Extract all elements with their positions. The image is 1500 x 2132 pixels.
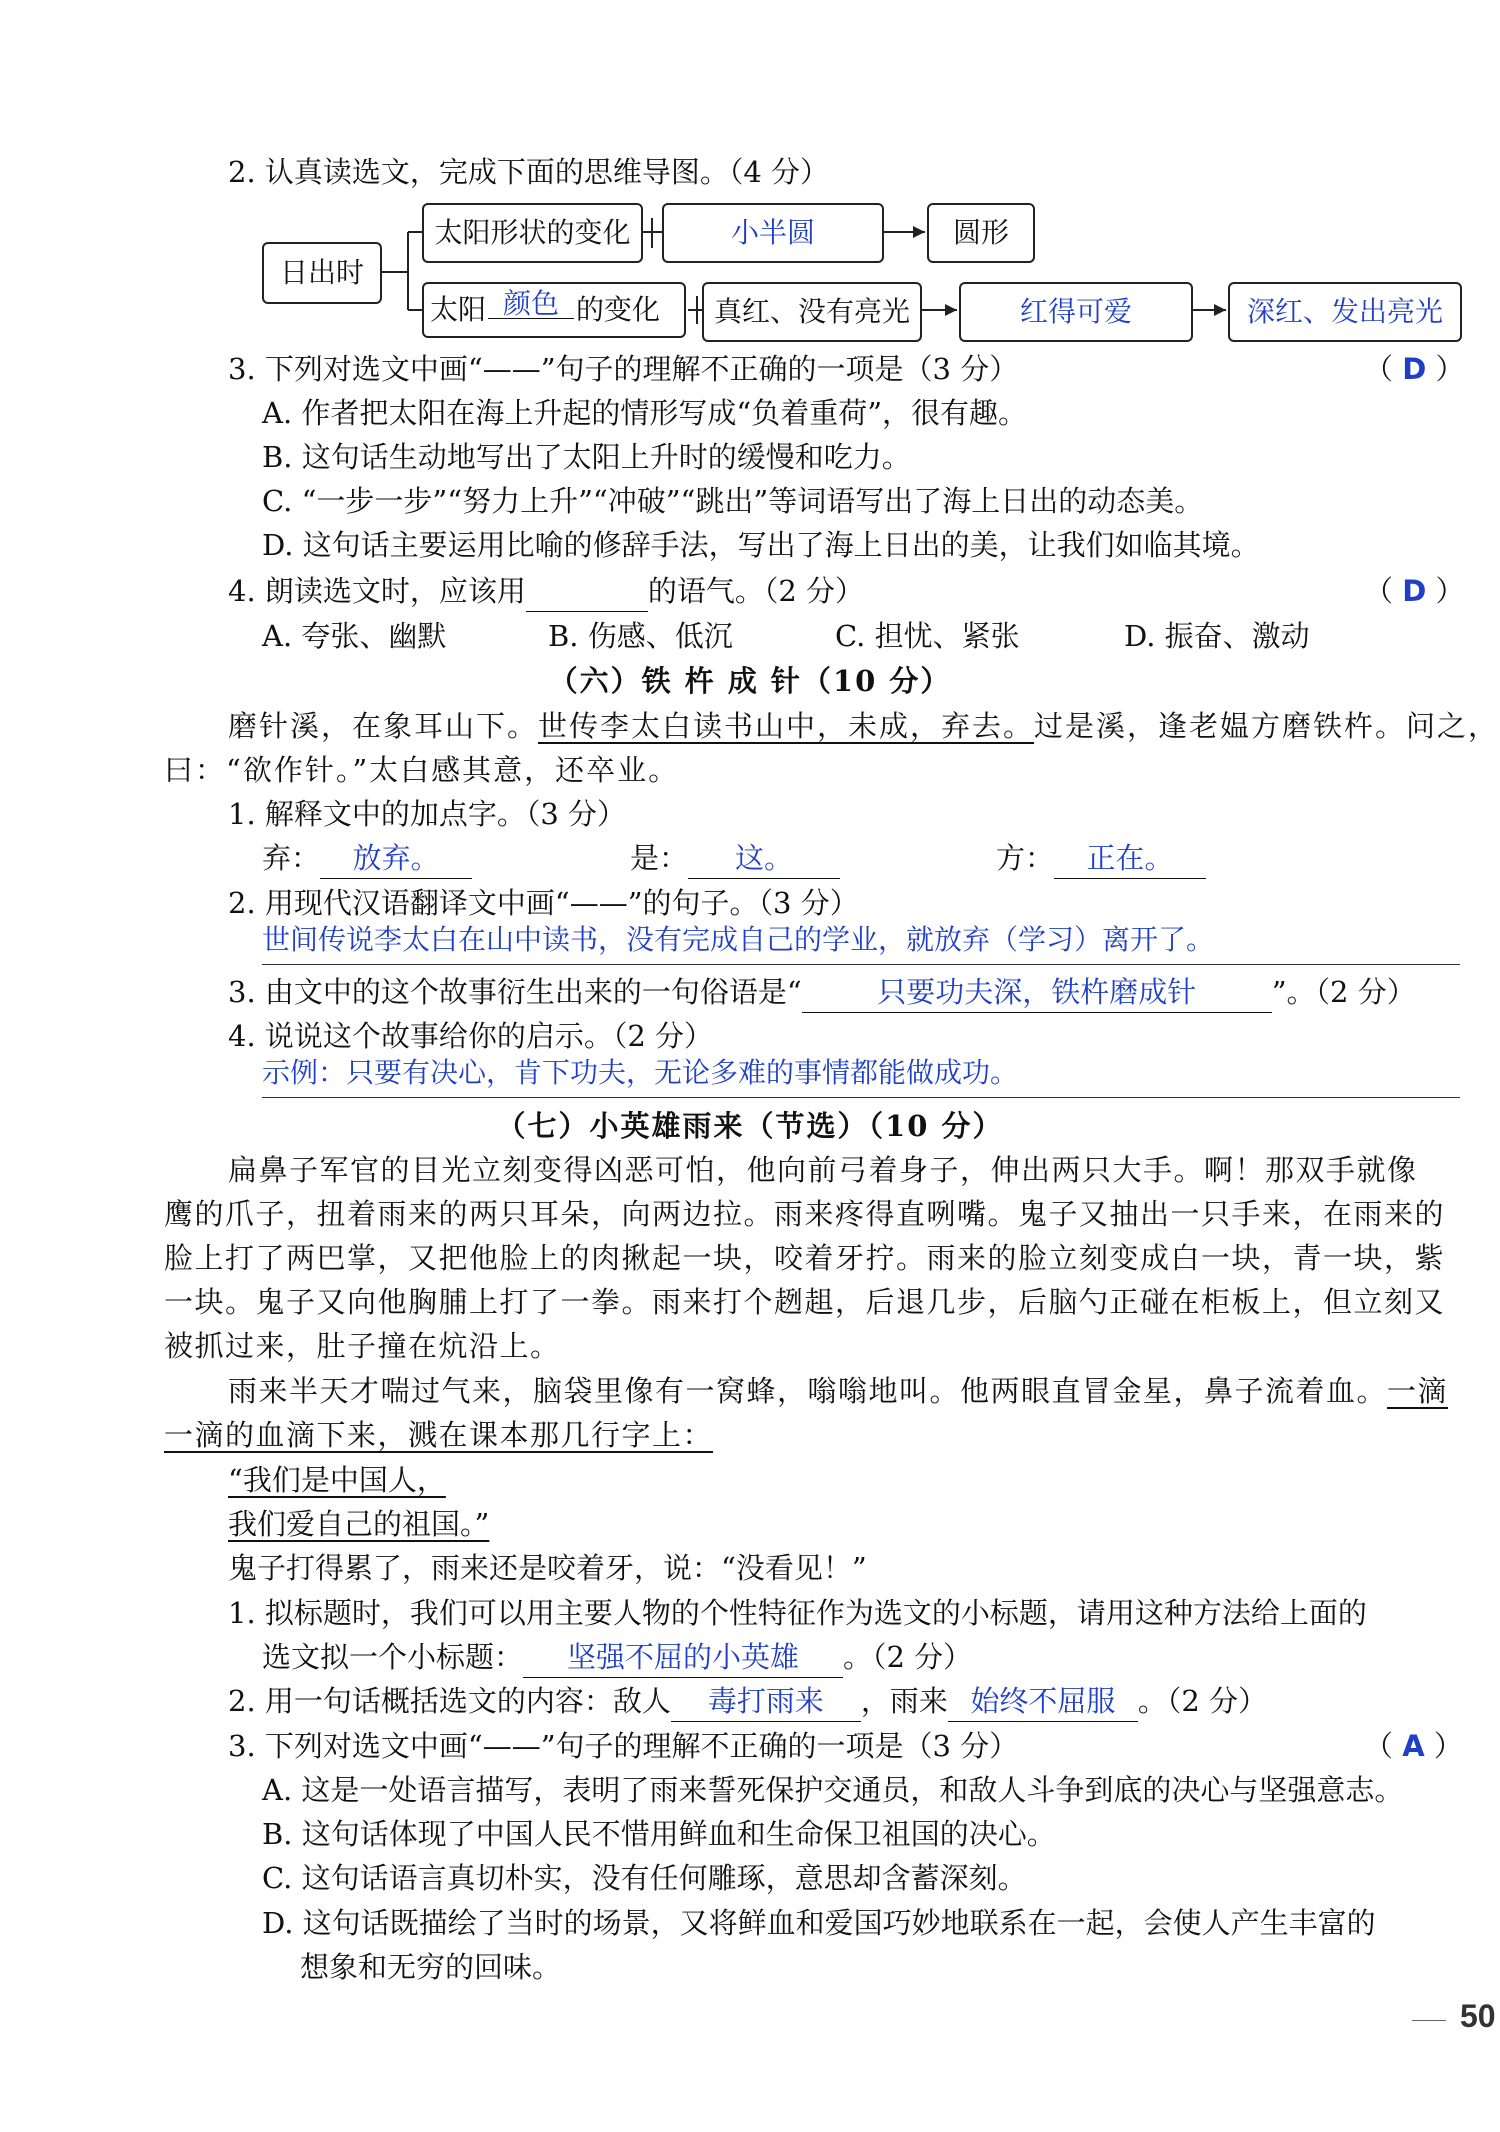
sec7-q1-line2 — [262, 1637, 972, 1678]
sec6-q1-item3 — [996, 838, 1206, 879]
color-label-answer: 颜色 — [488, 290, 574, 319]
sec7-q3-answer-bracket: （ A ） — [1364, 1729, 1463, 1763]
sec7-q1-post: 。（2 分） — [843, 1640, 973, 1674]
color-label-suffix: 的变化 — [576, 293, 661, 326]
q3a-answer: D — [1402, 352, 1427, 386]
sec7-quote1-text: “我们是中国人， — [228, 1463, 446, 1497]
shape-answer-text: 小半圆 — [730, 216, 815, 249]
shape-end-text: 圆形 — [952, 216, 1009, 249]
q3a-option-c: C. “一步一步”“努力上升”“冲破”“跳出”等词语写出了海上日出的动态美。 — [262, 484, 1204, 518]
sec6-q4: 4. 说说这个故事给你的启示。（2 分） — [228, 1019, 714, 1053]
q4a-option-c: C. 担忧、紧张 — [835, 619, 1020, 653]
sec7-q2-answer1: 毒打雨来 — [671, 1681, 861, 1722]
q3a-stem: 3. 下列对选文中画“——”句子的理解不正确的一项是（3 分） — [228, 352, 1019, 386]
sec6-q3-pre: 3. 由文中的这个故事衍生出来的一句俗语是“ — [228, 975, 802, 1009]
sec6-answer2: 这。 — [688, 838, 840, 879]
q4a-answer: D — [1402, 574, 1427, 608]
sec6-p1b-underlined: 世传李太白读书山中，未成，弃去。 — [538, 709, 1035, 743]
q4a-option-a: A. 夸张、幽默 — [262, 619, 447, 653]
sec6-answer3: 正在。 — [1054, 838, 1206, 879]
sec7-para2-line1 — [228, 1371, 1448, 1411]
sec7-q3-stem: 3. 下列对选文中画“——”句子的理解不正确的一项是（3 分） — [228, 1729, 1019, 1763]
sec7-q3-answer: A — [1402, 1729, 1425, 1763]
mindmap-root — [262, 242, 382, 304]
q4a-blank — [526, 571, 648, 612]
q4a-stem — [228, 571, 864, 612]
mindmap-color-step2 — [959, 282, 1193, 342]
mindmap-shape-answer — [662, 203, 884, 263]
sec6-word2: 是： — [630, 841, 689, 875]
q3a-answer-bracket: （ D ） — [1364, 352, 1465, 386]
mindmap-question: 2. 认真读选文，完成下面的思维导图。（4 分） — [228, 155, 830, 189]
sec7-q1-line1: 1. 拟标题时，我们可以用主要人物的个性特征作为选文的小标题，请用这种方法给上面的 — [228, 1596, 1367, 1630]
sec6-q3-post: ”。（2 分） — [1271, 975, 1416, 1009]
sec7-q2-post: 。（2 分） — [1137, 1684, 1268, 1718]
color-step2-text: 红得可爱 — [1019, 295, 1132, 328]
sec7-quote2 — [228, 1504, 489, 1544]
q3a-option-d: D. 这句话主要运用比喻的修辞手法，写出了海上日出的美，让我们如临其境。 — [262, 528, 1260, 562]
sec6-q1-item1 — [262, 838, 472, 879]
sec6-q1-item2 — [630, 838, 840, 879]
sec7-title: （七）小英雄雨来（节选）（10 分） — [496, 1109, 1004, 1143]
q4a-stem-pre: 4. 朗读选文时，应该用 — [228, 574, 526, 608]
sec7-para2a: 雨来半天才喘过气来，脑袋里像有一窝蜂，嗡嗡地叫。他两眼直冒金星，鼻子流着血。 — [228, 1374, 1388, 1408]
sec7-para2-line2 — [164, 1415, 713, 1455]
sec7-para1-line1: 扁鼻子军官的目光立刻变得凶恶可怕，他向前弓着身子，伸出两只大手。啊！那双手就像 — [228, 1153, 1418, 1187]
sec6-word1: 弃： — [262, 841, 321, 875]
sec7-q3-option-c: C. 这句话语言真切朴实，没有任何雕琢，意思却含蓄深刻。 — [262, 1861, 1027, 1895]
sec7-q3-option-b: B. 这句话体现了中国人民不惜用鲜血和生命保卫祖国的决心。 — [262, 1817, 1056, 1851]
sec6-para-line2: 曰：“欲作针。”太白感其意，还卒业。 — [164, 753, 680, 787]
q3a-option-b: B. 这句话生动地写出了太阳上升时的缓慢和吃力。 — [262, 440, 911, 474]
sec6-p1a: 磨针溪，在象耳山下。 — [228, 709, 539, 743]
mindmap-color-label — [422, 282, 686, 338]
footer-rule — [1412, 2020, 1446, 2021]
sec6-para-line1 — [228, 706, 1499, 746]
page-number: 50 — [1460, 1998, 1496, 2034]
color-step3-text: 深红、发出亮光 — [1246, 295, 1443, 328]
sec7-para3: 鬼子打得累了，雨来还是咬着牙，说：“没看见！” — [228, 1551, 867, 1585]
sec6-title: （六）铁 杵 成 针（10 分） — [548, 664, 952, 698]
sec6-answer1: 放弃。 — [320, 838, 472, 879]
q4a-answer-bracket: （ D ） — [1364, 574, 1465, 608]
sec7-quote1 — [228, 1460, 446, 1500]
sec7-q1-answer: 坚强不屈的小英雄 — [523, 1637, 843, 1678]
q4a-option-b: B. 伤感、低沉 — [548, 619, 733, 653]
sec7-para1-line3: 脸上打了两巴掌，又把他脸上的肉揪起一块，咬着牙拧。雨来的脸立刻变成白一块，青一块，紫 — [164, 1241, 1446, 1275]
sec7-q1-pre: 选文拟一个小标题： — [262, 1640, 524, 1674]
mindmap-color-step1 — [702, 282, 922, 342]
sec7-q2-answer2: 始终不屈服 — [948, 1681, 1138, 1722]
q3a-option-a: A. 作者把太阳在海上升起的情形写成“负着重荷”，很有趣。 — [262, 396, 1028, 430]
sec7-para2b-underlined: 一滴 — [1387, 1374, 1449, 1408]
sec7-para1-line2: 鹰的爪子，扭着雨来的两只耳朵，向两边拉。雨来疼得直咧嘴。鬼子又抽出一只手来，在雨来的 — [164, 1197, 1446, 1231]
sec7-para1-line4: 一块。鬼子又向他胸脯上打了一拳。雨来打个趔趄，后退几步，后脑勺正碰在柜板上，但立刻又 — [164, 1285, 1446, 1319]
sec6-word3: 方： — [996, 841, 1055, 875]
mindmap-color-step3 — [1228, 282, 1462, 342]
sec7-q3-option-d: D. 这句话既描绘了当时的场景，又将鲜血和爱国巧妙地联系在一起，会使人产生丰富的 — [262, 1906, 1376, 1940]
sec6-q4-answer-line — [262, 1097, 1460, 1098]
sec7-q2 — [228, 1681, 1267, 1722]
mindmap-root-label: 日出时 — [279, 256, 364, 289]
sec6-q4-answer: 示例：只要有决心，肯下功夫，无论多难的事情都能做成功。 — [262, 1056, 1019, 1089]
sec6-q2-answer: 世间传说李太白在山中读书，没有完成自己的学业，就放弃（学习）离开了。 — [262, 923, 1215, 956]
mindmap-shape-label — [422, 203, 643, 263]
sec7-quote2-text: 我们爱自己的祖国。” — [228, 1507, 490, 1541]
q4a-option-d: D. 振奋、激动 — [1124, 619, 1310, 653]
sec7-q3-option-d-cont: 想象和无穷的回味。 — [300, 1950, 562, 1984]
sec7-para2c-underlined: 一滴的血滴下来，溅在课本那几行字上： — [164, 1418, 714, 1452]
q4a-stem-post: 的语气。（2 分） — [647, 574, 865, 608]
sec7-para1-line5: 被抓过来，肚子撞在炕沿上。 — [164, 1329, 561, 1363]
color-label-prefix: 太阳 — [430, 293, 487, 326]
color-step1-text: 真红、没有亮光 — [713, 295, 910, 328]
sec7-q3-option-a: A. 这是一处语言描写，表明了雨来誓死保护交通员，和敌人斗争到底的决心与坚强意志。 — [262, 1773, 1404, 1807]
sec6-q3-answer: 只要功夫深，铁杵磨成针 — [802, 972, 1272, 1013]
shape-label-text: 太阳形状的变化 — [434, 216, 631, 249]
sec7-q2-pre: 2. 用一句话概括选文的内容：敌人 — [228, 1684, 671, 1718]
sec6-q2-answer-line — [262, 964, 1460, 965]
mindmap-shape-end — [927, 203, 1035, 263]
sec6-q2: 2. 用现代汉语翻译文中画“——”的句子。（3 分） — [228, 886, 859, 920]
sec6-p1c: 过是溪，逢老媪方磨铁杵。问之， — [1034, 709, 1500, 743]
sec7-q2-mid: ，雨来 — [860, 1684, 948, 1718]
sec6-q1: 1. 解释文中的加点字。（3 分） — [228, 797, 627, 831]
sec6-q3 — [228, 972, 1416, 1013]
